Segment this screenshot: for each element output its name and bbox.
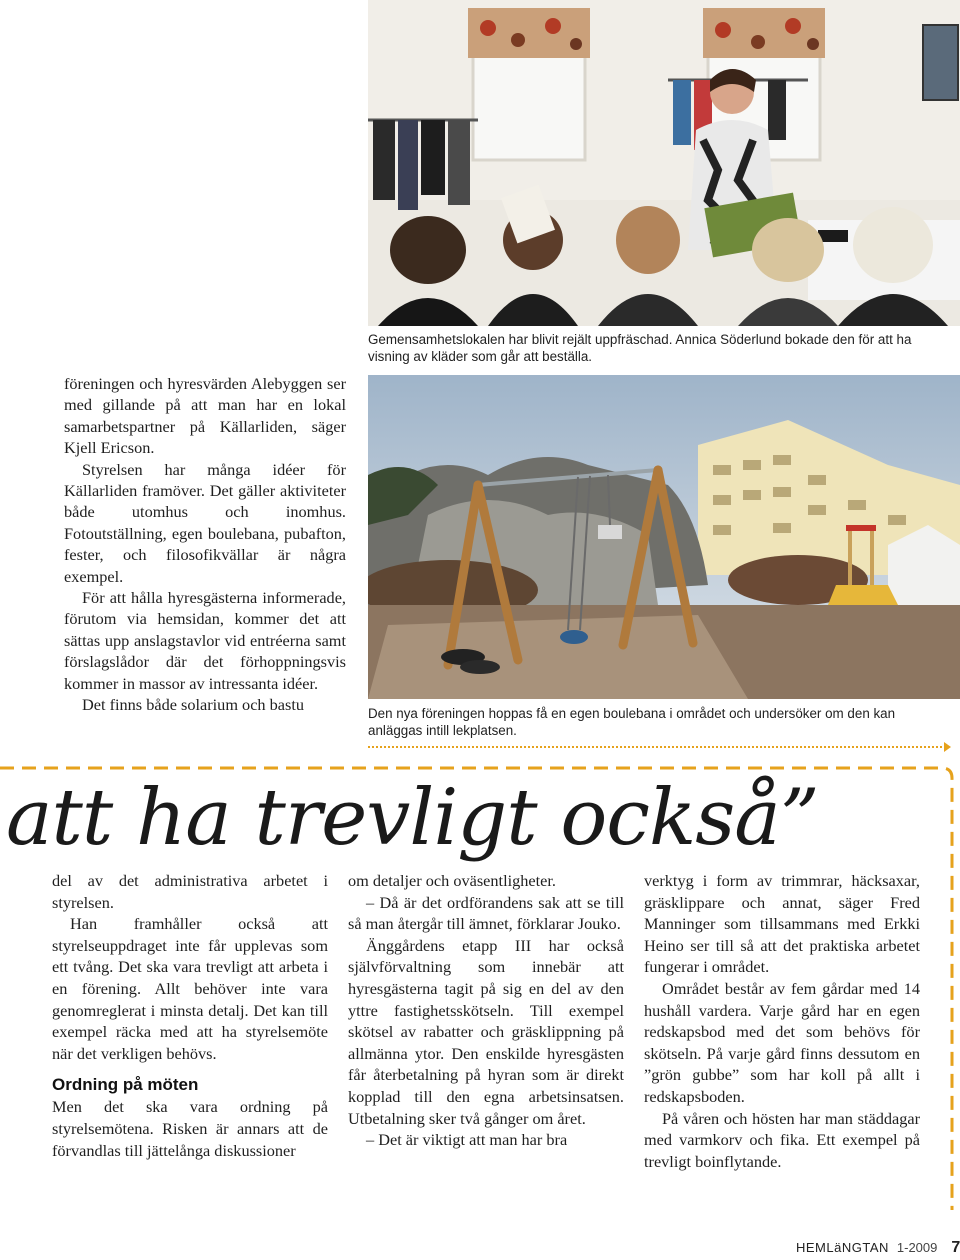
paragraph: Styrelsen har många idéer för Källarliden framöver. Det gäller aktiviteter både utomhus och inomhus. Fotoutställning, egen boulebana, pubafton, fester, och filosofikvällar är några exempel. [64, 459, 346, 586]
paragraph: På våren och hösten har man städdagar med varmkorv och fika. Ett exempel på trevligt boinflytande. [644, 1108, 920, 1171]
paragraph: föreningen och hyresvärden Alebyggen ser med gillande på att man har en lokal samarbetspartner på Källarliden, säger Kjell Ericson. [64, 374, 346, 458]
dotted-divider [368, 746, 946, 748]
page-number: 7 [951, 1239, 960, 1256]
article-column-3 [644, 870, 920, 1172]
publication-name: HEMLäNGTAN [796, 1240, 889, 1255]
photo-playground [368, 375, 960, 699]
paragraph: del av det administrativa arbetet i styrelsen. [52, 871, 328, 912]
arrow-icon [944, 742, 951, 752]
article-column-upper [64, 373, 346, 716]
paragraph: om detaljer och oväsentligheter. [348, 871, 556, 890]
article-column-2 [348, 870, 624, 1151]
paragraph: Änggårdens etapp III har också självförvaltning som innebär att hyresgästerna tagit på sig en del av den yttre fastighetsskötseln. Till exempel skötsel av rabatter och gräsklippning på allmänna ytor. Den enskilde hyresgästen får återbetalning på hyran som är direkt kopplad till den egna arbetsinsatsen. Utbetalning sker två gånger om året. [348, 935, 624, 1128]
article-column-1 [52, 870, 328, 1161]
paragraph: För att hålla hyresgästerna informerade, förutom via hemsidan, kommer det att sättas upp anslagstavlor vid entréerna samt förslagslådor där det förhoppningsvis kommer in massor av intressanta idéer. [64, 588, 346, 693]
paragraph: Han framhåller också att styrelseuppdraget inte får upplevas som ett tvång. Det ska vara trevligt att arbeta i en förening. Allt behöver inte vara genomreglerat i minsta detalj. Det kan till exempel räcka med att ha styrelsemöte när det verkligen behövs. [52, 914, 328, 1063]
photo-caption-playground: Den nya föreningen hoppas få en egen boulebana i området och undersöker om den kan anläggas intill lekplatsen. [368, 706, 896, 738]
photo-caption-top: Gemensamhetslokalen har blivit rejält uppfräschad. Annica Söderlund bokade den för att ha visning av kläder som går att beställa. [368, 332, 912, 364]
pull-quote-headline: att ha trevligt också” [6, 773, 819, 863]
paragraph: Det finns både solarium och bastu [82, 695, 305, 715]
paragraph: – Det är viktigt att man har bra [366, 1130, 568, 1150]
issue-number: 1-2009 [896, 1240, 938, 1255]
paragraph: – Då är det ordförandens sak att se till så man återgår till ämnet, förklarar Jouko. [348, 892, 624, 934]
paragraph: verktyg i form av trimmrar, häcksaxar, gräsklippare och annat, säger Fred Manninger som tillsammans med Erkki Heino ser till så att det praktiska arbetet fungerar i området. [644, 871, 920, 977]
paragraph: Men det ska vara ordning på styrelsemötena. Risken är annars att de förvandlas till jättelånga diskussioner [52, 1097, 328, 1160]
photo-clothing-show [368, 0, 960, 326]
paragraph: Området består av fem gårdar med 14 hushåll vardera. Varje gård har en egen redskapsbod med det som behövs för skötseln. På varje gård finns dessutom en ”grön gubbe” som har koll på allt i redskapsboden. [644, 978, 920, 1106]
page-footer [796, 1238, 960, 1258]
subheading: Ordning på möten [52, 1075, 199, 1095]
